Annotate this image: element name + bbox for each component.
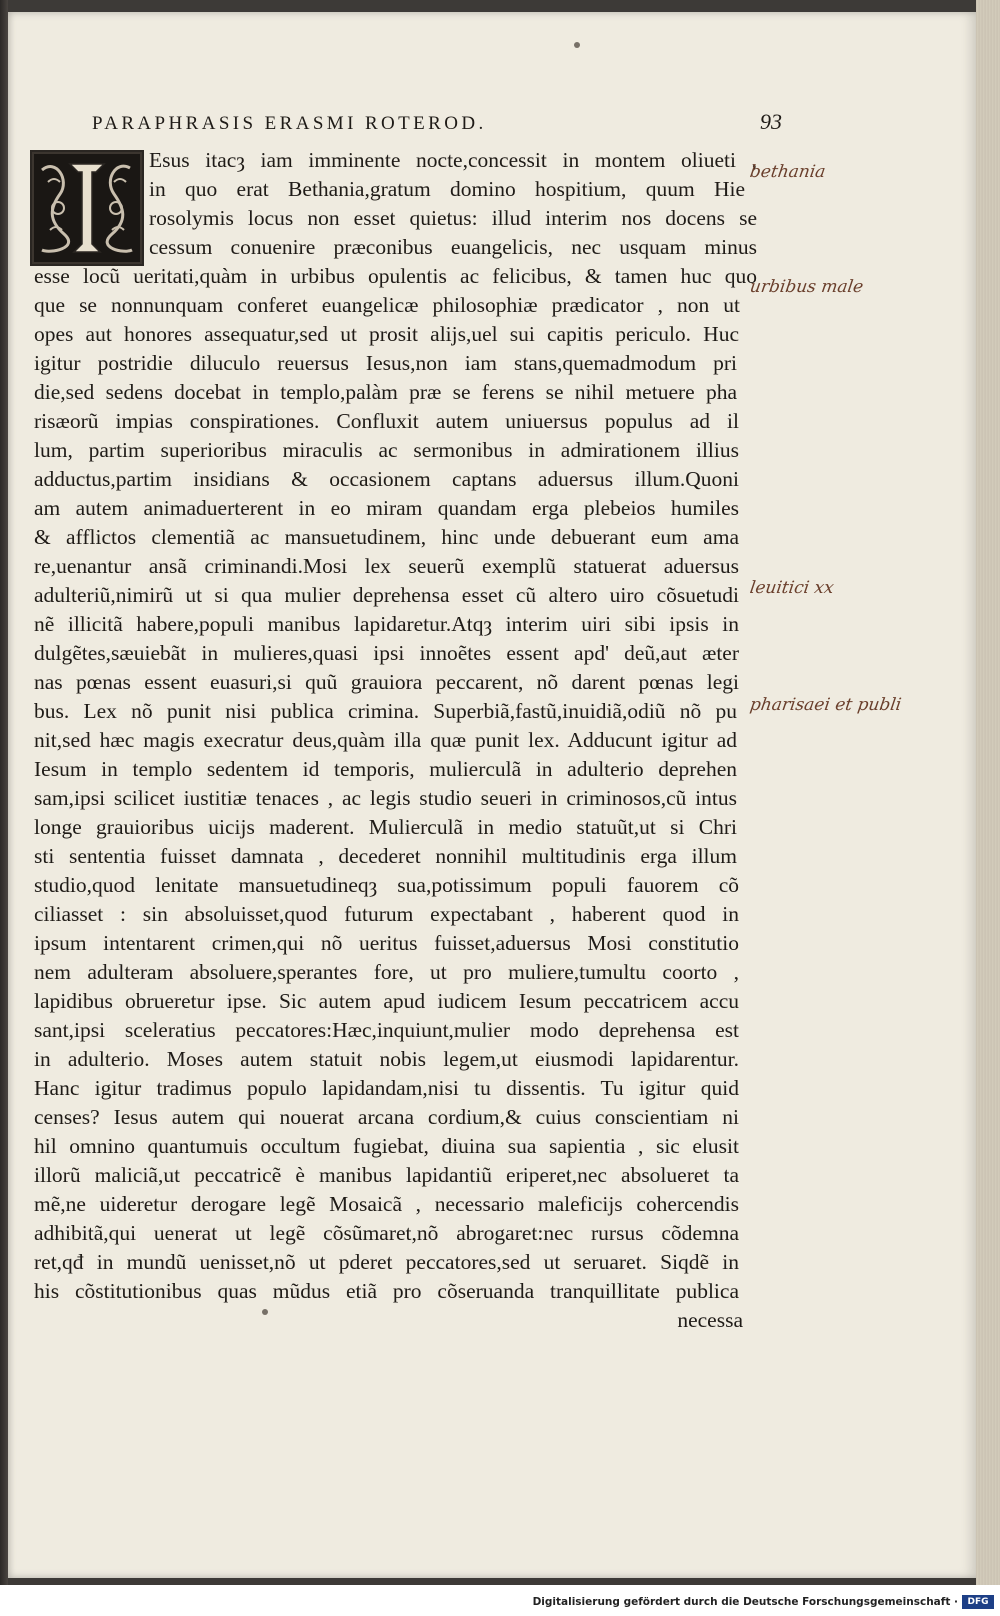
- text-line: adductus,partim insidians & occasionem captans aduersus illum.Quoni: [34, 467, 739, 491]
- footer-bar: [0, 1585, 1000, 1616]
- text-line: am autem animaduerterent in eo miram quandam erga plebeios humiles: [34, 496, 739, 520]
- text-line: cessum conuenire præconibus euangelicis, nec usquam minus: [149, 235, 757, 259]
- text-line: que se nonnunquam conferet euangelicæ philosophiæ prædicator , non ut: [34, 293, 740, 317]
- text-line: sti sententia fuisset damnata , decederet nonnihil multitudinis erga illum: [34, 844, 737, 868]
- text-line: adulteriũ,nimirũ ut si qua mulier deprehensa esset cũ altero uiro cõsuetudi: [34, 583, 739, 607]
- digitization-credit: Digitalisierung gefördert durch die Deutsche Forschungsgemeinschaft ·: [532, 1596, 958, 1608]
- page-content: [30, 12, 782, 1578]
- text-line: Iesum in templo sedentem id temporis, mulierculã in adulterio deprehen: [34, 757, 737, 781]
- text-line: opes aut honores assequatur,sed ut prosit alijs,uel sui capitis periculo. Huc: [34, 322, 739, 346]
- dfg-logo: DFG: [962, 1595, 994, 1609]
- text-line: his cõstitutionibus quas mũdus etiã pro cõseruanda tranquillitate publica: [34, 1279, 739, 1303]
- text-line: igitur postridie diluculo reuersus Iesus,non iam stans,quemadmodum pri: [34, 351, 737, 375]
- text-line: Hanc igitur tradimus populo lapidandam,nisi tu dissentis. Tu igitur quid: [34, 1076, 739, 1100]
- running-head-title: PARAPHRASIS ERASMI ROTEROD.: [92, 113, 487, 134]
- text-line: studio,quod lenitate mansuetudineqȝ sua,potissimum populi fauorem cõ: [34, 873, 739, 897]
- folio-number: 93: [760, 109, 782, 134]
- text-line: dulgẽtes,sæuiebãt in mulieres,quasi ipsi innoẽtes essent apd' deũ,aut æter: [34, 641, 739, 665]
- catchword: necessa: [677, 1308, 743, 1332]
- text-line: ciliasset : sin absoluisset,quod futurum expectabant , haberent quod in: [34, 902, 739, 926]
- text-line: risæorũ impias conspirationes. Confluxit autem uniuersus populus ad il: [34, 409, 739, 433]
- text-line: sam,ipsi scilicet iustitiæ tenaces , ac legis studio seueri in criminosos,cũ intus: [34, 786, 737, 810]
- marginal-note-leuitici: leuitici xx: [748, 578, 836, 598]
- text-line: lapidibus obrueretur ipse. Sic autem apud iudicem Iesum peccatricem accu: [34, 989, 739, 1013]
- text-line: Esus itacȝ iam imminente nocte,concessit in montem oliueti ,: [149, 148, 757, 172]
- marginal-note-bethania: bethania: [748, 162, 827, 182]
- text-line: ipsum intentarent crimen,qui nõ ueritus fuisset,aduersus Mosi constitutio: [34, 931, 739, 955]
- text-line: nẽ illicitã habere,populi manibus lapidaretur.Atqȝ interim uiri sibi ipsis in: [34, 612, 739, 636]
- text-line: nit,sed hæc magis execratur deus,quàm illa quæ punit lex. Adducunt igitur ad: [34, 728, 737, 752]
- text-line: & afflictos clementiã ac mansuetudinem, hinc unde debuerant eum ama: [34, 525, 739, 549]
- decorated-initial-art: [30, 150, 144, 266]
- marginal-note-urbibus: urbibus male: [748, 277, 865, 297]
- decorated-initial: [30, 150, 144, 266]
- text-line: bus. Lex nõ punit nisi publica crimina. Superbiã,fastũ,inuidiã,odiũ nõ pu: [34, 699, 737, 723]
- text-line: nem adulteram absoluere,sperantes fore, ut pro muliere,tumultu coorto ,: [34, 960, 739, 984]
- text-line: sant,ipsi sceleratius peccatores:Hæc,inquiunt,mulier modo deprehensa est: [34, 1018, 739, 1042]
- text-line: in adulterio. Moses autem statuit nobis legem,ut eiusmodi lapidarentur.: [34, 1047, 739, 1071]
- text-line: illorũ maliciã,ut peccatricẽ è manibus lapidantiũ eriperet,nec absolueret ta: [34, 1163, 739, 1187]
- text-line: re,uenantur ansã criminandi.Mosi lex seuerũ exemplũ statuerat aduersus: [34, 554, 739, 578]
- text-line: nas pœnas essent euasuri,si quũ grauiora peccarent, nõ darent pœnas legi: [34, 670, 739, 694]
- text-line: longe grauioribus uicijs maderent. Mulierculã in medio statuũt,ut si Chri: [34, 815, 737, 839]
- text-line: mẽ,ne uideretur derogare legẽ Mosaicã , necessario maleficijs cohercendis: [34, 1192, 739, 1216]
- text-line: hil omnino quantumuis occultum fugiebat, diuina sua sapientia , sic elusit: [34, 1134, 739, 1158]
- text-line: rosolymis locus non esset quietus: illud interim nos docens se: [149, 206, 757, 230]
- binding-edge: [0, 0, 8, 1585]
- marginal-note-pharisaei: pharisaei et publi: [748, 695, 903, 715]
- text-line: in quo erat Bethania,gratum domino hospitium, quum Hie: [149, 177, 745, 201]
- text-line: censes? Iesus autem qui nouerat arcana cordium,& cuius conscientiam ni: [34, 1105, 739, 1129]
- text-line: esse locũ ueritati,quàm in urbibus opulentis ac felicibus, & tamen huc quo: [34, 264, 757, 288]
- running-head: [92, 109, 792, 143]
- page-stack-edge: [976, 0, 1000, 1585]
- text-line: die,sed sedens docebat in templo,palàm præ se ferens se nihil metuere pha: [34, 380, 737, 404]
- text-line: lum, partim superioribus miraculis ac sermonibus in admirationem illius: [34, 438, 739, 462]
- text-line: ret,qđ in mundũ uenisset,nõ ut pderet peccatores,sed ut seruaret. Siqdẽ in: [34, 1250, 739, 1274]
- book-page: [8, 12, 976, 1578]
- text-line: adhibitã,qui uenerat ut legẽ cõsũmaret,nõ abrogaret:nec rursus cõdemna: [34, 1221, 739, 1245]
